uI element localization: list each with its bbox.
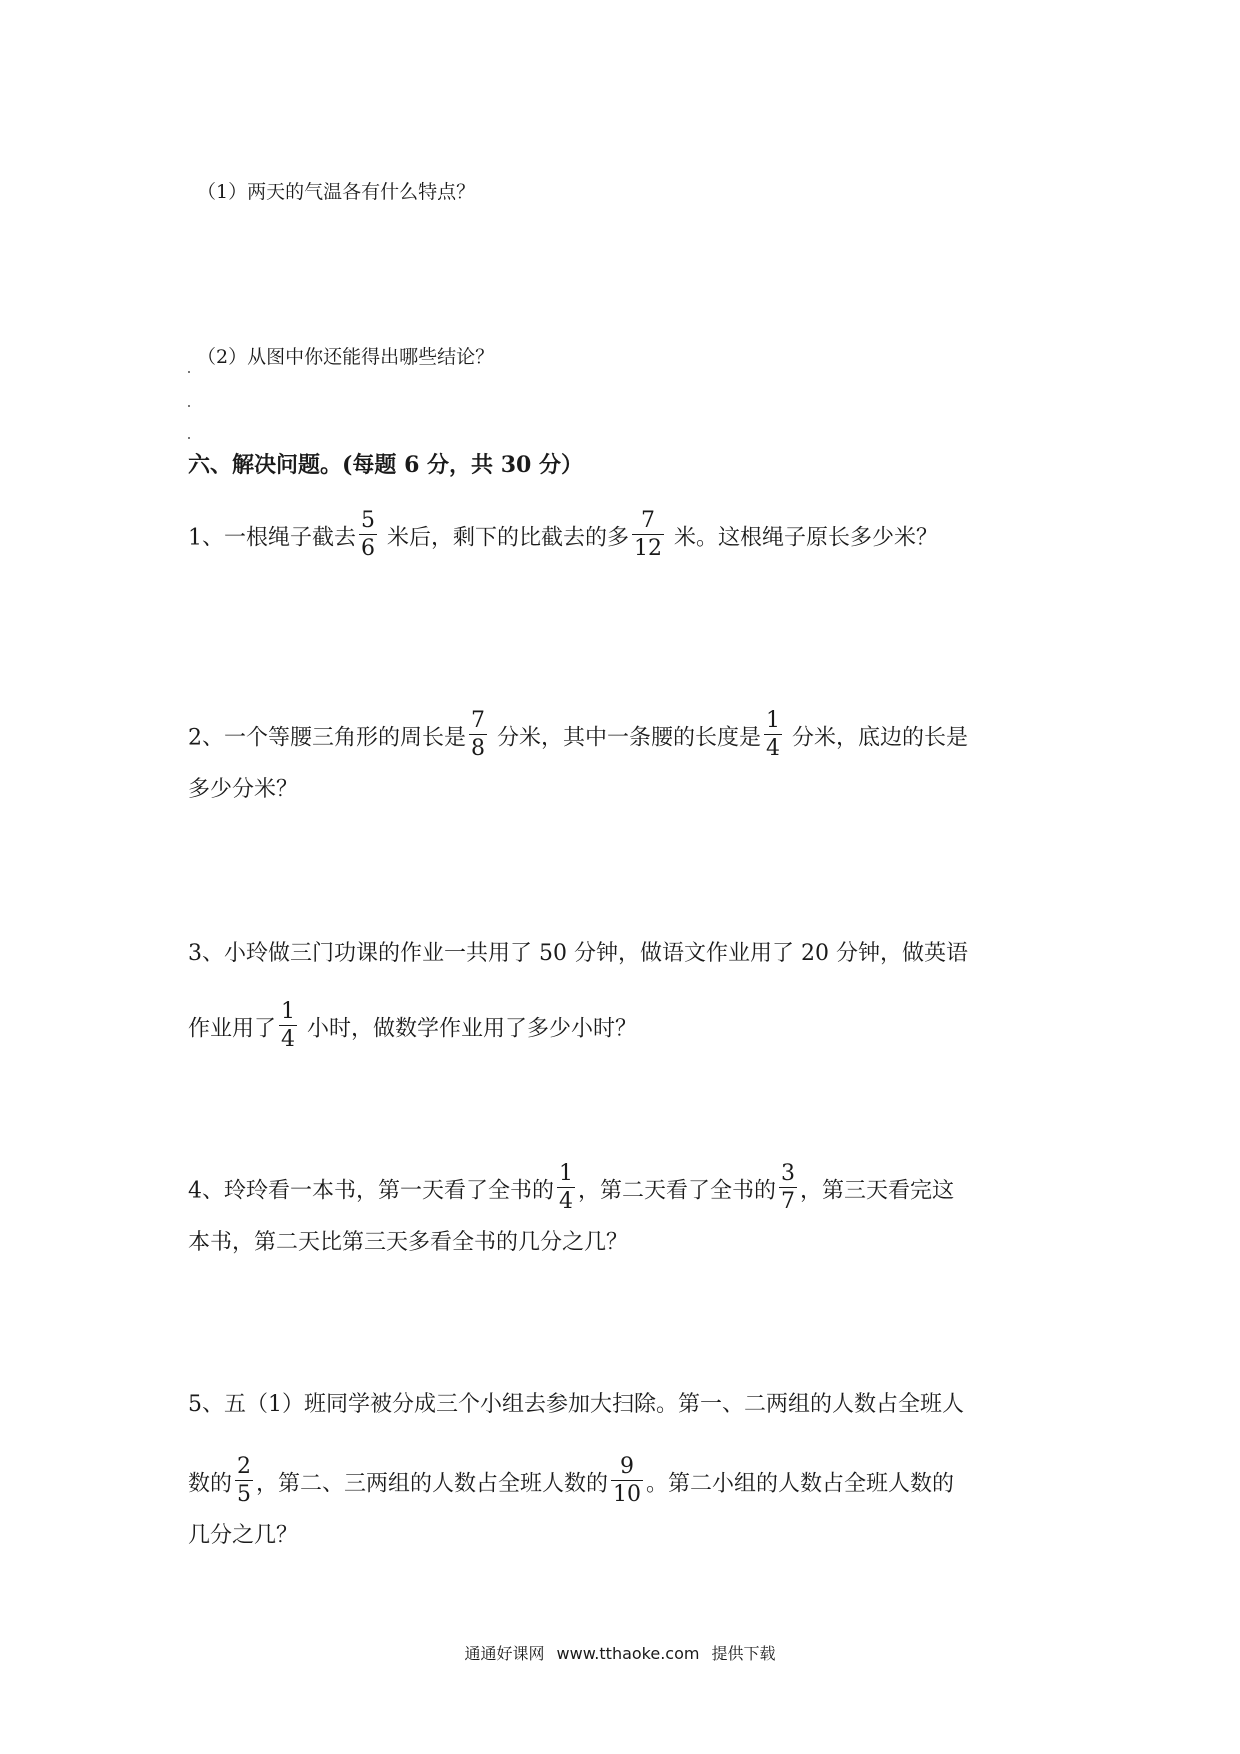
footer-site-name: 通通好课网 [464,1644,545,1663]
fraction [469,709,487,760]
scan-speck [188,437,190,439]
problem-4-text-a: 4、玲玲看一本书，第一天看了全书的 [188,1178,554,1204]
scan-speck [188,371,190,373]
fraction-denominator: 12 [634,536,662,562]
problem-4-text-b: ，第二天看了全书的 [578,1178,777,1204]
problem-3-text-a: 作业用了 [188,1016,277,1042]
fraction-denominator: 7 [781,1189,796,1215]
problem-2-line-2: 多少分米？ [188,777,299,802]
fraction [611,1455,643,1506]
problem-4-line-2: 本书，第二天比第三天多看全书的几分之几？ [188,1230,629,1255]
sub-question-2: （2）从图中你还能得出哪些结论？ [197,346,495,368]
section-title: 六、解决问题。(每题 6 分，共 30 分） [188,452,583,478]
problem-5-line-2 [188,1454,955,1510]
fraction [279,1000,297,1051]
fraction-numerator: 1 [557,1162,575,1188]
problem-5-line-1: 5、五（1）班同学被分成三个小组去参加大扫除。第一、二两组的人数占全班人 [188,1392,964,1417]
fraction-denominator: 8 [471,736,485,762]
fraction-numerator: 2 [235,1455,253,1481]
problem-5-text-b: ，第二、三两组的人数占全班人数的 [256,1471,609,1497]
fraction [764,709,782,760]
problem-1-text-c: 米。这根绳子原长多少米？ [667,525,938,551]
problem-4-line-1 [188,1161,955,1217]
fraction-numerator: 5 [359,509,377,535]
problem-5-text-a: 数的 [188,1471,233,1497]
scan-speck [188,405,190,407]
problem-3-line-1: 3、小玲做三门功课的作业一共用了 50 分钟，做语文作业用了 20 分钟，做英语 [188,941,968,966]
fraction [632,509,664,560]
problem-5-line-3: 几分之几？ [188,1523,299,1548]
problem-2-text-c: 分米，底边的长是 [785,725,968,751]
problem-4-text-c: ，第三天看完这 [800,1178,955,1204]
fraction-denominator: 4 [559,1189,573,1215]
fraction-numerator: 3 [779,1162,797,1188]
problem-1-line-1 [188,508,938,564]
fraction [359,509,377,560]
problem-1-text-b: 米后，剩下的比截去的多 [380,525,629,551]
fraction-numerator: 1 [279,1000,297,1026]
fraction [235,1455,253,1506]
fraction [779,1162,797,1213]
problem-2-text-a: 2、一个等腰三角形的周长是 [188,725,466,751]
fraction-numerator: 1 [764,709,782,735]
sub-question-1: （1）两天的气温各有什么特点？ [197,181,476,203]
fraction-denominator: 4 [766,736,780,762]
problem-5-text-c: 。第二小组的人数占全班人数的 [646,1471,955,1497]
fraction-denominator: 6 [361,536,375,562]
fraction-denominator: 4 [281,1027,296,1053]
fraction [557,1162,575,1213]
fraction-denominator: 5 [237,1482,252,1508]
footer-suffix: 提供下载 [711,1644,776,1663]
problem-3-line-2 [188,999,638,1055]
footer-url[interactable]: www.tthaoke.com [556,1644,700,1663]
problem-3-text-b: 小时，做数学作业用了多少小时？ [300,1016,638,1042]
fraction-denominator: 10 [613,1482,642,1508]
fraction-numerator: 9 [611,1455,643,1481]
problem-1-text-a: 1、一根绳子截去 [188,525,356,551]
page-footer [0,1641,1240,1664]
fraction-numerator: 7 [469,709,487,735]
fraction-numerator: 7 [632,509,664,535]
problem-2-line-1 [188,708,968,764]
problem-2-text-b: 分米，其中一条腰的长度是 [490,725,761,751]
